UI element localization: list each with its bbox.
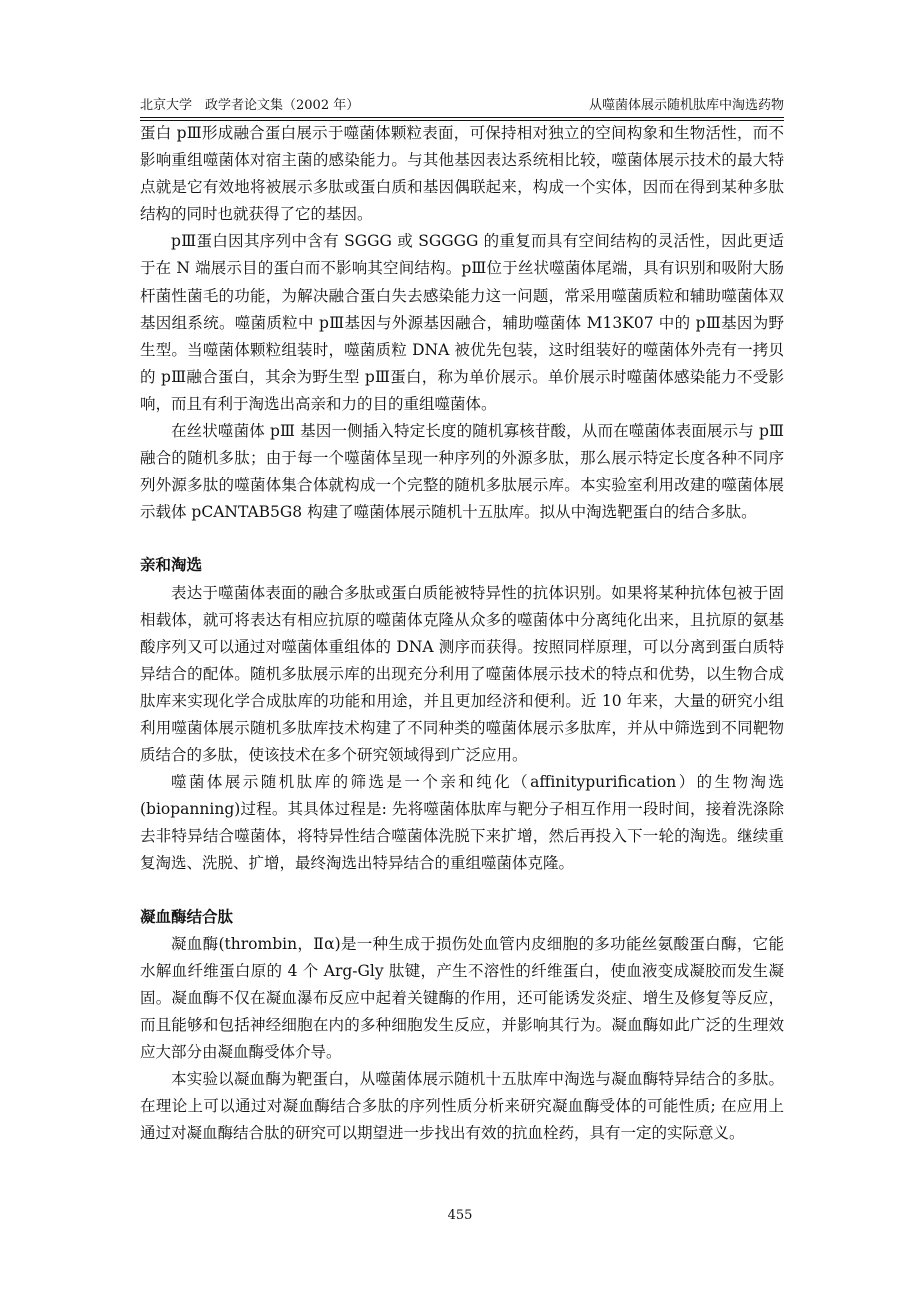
paragraph: 噬菌体展示随机肽库的筛选是一个亲和纯化（affinitypurification）的生物淘选(biopanning)过程。其具体过程是: 先将噬菌体肽库与靶分子相互作用一段时间，接着洗涤除去非特异结合噬菌体，将特异性结合噬菌体洗脱下来扩增，然后再投入下一轮的淘选。继续重复淘选、洗脱、扩增，最终淘选出特异结合的重组噬菌体克隆。	[140, 773, 784, 873]
section-heading-thrombin: 凝血酶结合肽	[140, 907, 234, 926]
paragraph: 凝血酶(thrombin，Ⅱα)是一种生成于损伤处血管内皮细胞的多功能丝氨酸蛋白酶，它能水解血纤维蛋白原的 4 个 Arg-Gly 肽键，产生不溶性的纤维蛋白，使血液变成凝胶而发生凝固。凝血酶不仅在凝血瀑布反应中起着关键酶的作用，还可能诱发炎症、增生及修复等反应，而且能够和包括神经细胞在内的多种细胞发生反应，并影响其行为。凝血酶如此广泛的生理效应大部分由凝血酶受体介导。	[140, 934, 784, 1061]
header-title: 从噬菌体展示随机肽库中淘选药物	[588, 98, 784, 113]
paragraph: pⅢ蛋白因其序列中含有 SGGG 或 SGGGG 的重复而具有空间结构的灵活性，因此更适于在 N 端展示目的蛋白而不影响其空间结构。pⅢ位于丝状噬菌体尾端，具有识别和吸附大肠杆菌性菌毛的功能，为解决融合蛋白失去感染能力这一问题，常采用噬菌质粒和辅助噬菌体双基因组系统。噬菌质粒中 pⅢ基因与外源基因融合，辅助噬菌体 M13K07 中的 pⅢ基因为野生型。当噬菌体颗粒组装时，噬菌质粒 DNA 被优先包装，这时组装好的噬菌体外壳有一拷贝的 pⅢ融合蛋白，其余为野生型 pⅢ蛋白，称为单价展示。单价展示时噬菌体感染能力不受影响，而且有利于淘选出高亲和力的目的重组噬菌体。	[140, 232, 784, 413]
paragraph: 蛋白 pⅢ形成融合蛋白展示于噬菌体颗粒表面，可保持相对独立的空间构象和生物活性，而不影响重组噬菌体对宿主菌的感染能力。与其他基因表达系统相比较，噬菌体展示技术的最大特点就是它有效地将被展示多肽或蛋白质和基因偶联起来，构成一个实体，因而在得到某种多肽结构的同时也就获得了它的基因。	[140, 124, 784, 224]
body-text	[140, 120, 784, 1147]
section-heading-affinity: 亲和淘选	[140, 556, 203, 575]
page-number: 455	[447, 1208, 473, 1223]
paragraph: 在丝状噬菌体 pⅢ 基因一侧插入特定长度的随机寡核苷酸，从而在噬菌体表面展示与 pⅢ融合的随机多肽；由于每一个噬菌体呈现一种序列的外源多肽，那么展示特定长度各种不同序列外源多肽的噬菌体集合体就构成一个完整的随机多肽展示库。本实验室利用改建的噬菌体展示载体 pCANTAB5G8 构建了噬菌体展示随机十五肽库。拟从中淘选靶蛋白的结合多肽。	[140, 422, 784, 522]
running-header	[140, 97, 784, 118]
header-journal: 北京大学 政学者论文集（2002 年）	[140, 98, 360, 113]
paragraph: 本实验以凝血酶为靶蛋白，从噬菌体展示随机十五肽库中淘选与凝血酶特异结合的多肽。在理论上可以通过对凝血酶结合多肽的序列性质分析来研究凝血酶受体的可能性质; 在应用上通过对凝血酶结合肽的研究可以期望进一步找出有效的抗血栓药，具有一定的实际意义。	[140, 1070, 784, 1143]
paragraph: 表达于噬菌体表面的融合多肽或蛋白质能被特异性的抗体识别。如果将某种抗体包被于固相载体，就可将表达有相应抗原的噬菌体克隆从众多的噬菌体中分离纯化出来，且抗原的氨基酸序列又可以通过对噬菌体重组体的 DNA 测序而获得。按照同样原理，可以分离到蛋白质特异结合的配体。随机多肽展示库的出现充分利用了噬菌体展示技术的特点和优势，以生物合成肽库来实现化学合成肽库的功能和用途，并且更加经济和便利。近 10 年来，大量的研究小组利用噬菌体展示随机多肽库技术构建了不同种类的噬菌体展示多肽库，并从中筛选到不同靶物质结合的多肽，使该技术在多个研究领域得到广泛应用。	[140, 583, 784, 765]
